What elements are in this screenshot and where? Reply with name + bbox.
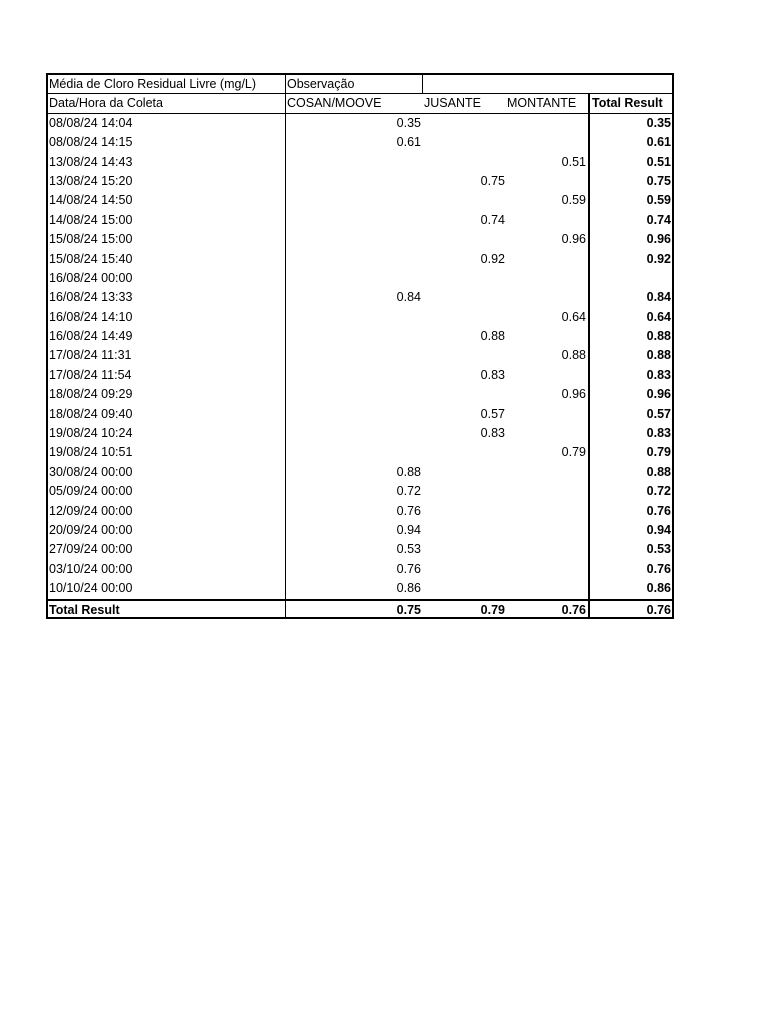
- row-date: 19/08/24 10:51: [48, 443, 286, 462]
- total-row-label: Total Result: [48, 601, 286, 617]
- row-cosan: [286, 405, 423, 424]
- row-total: 0.88: [646, 329, 671, 344]
- table-row: [48, 346, 672, 365]
- row-montante: [507, 482, 590, 501]
- table-row: [48, 443, 672, 462]
- row-montante: [507, 463, 590, 482]
- row-montante: 0.88: [507, 346, 590, 365]
- row-cosan: [286, 172, 423, 191]
- row-cosan: [286, 346, 423, 365]
- row-total: 0.64: [646, 309, 671, 324]
- table-row: [48, 579, 672, 598]
- row-montante: [507, 540, 590, 559]
- row-total: 0.74: [646, 212, 671, 227]
- row-jusante: 0.83: [480, 367, 505, 382]
- row-total: 0.83: [646, 367, 671, 382]
- row-total: 0.53: [646, 542, 671, 557]
- row-jusante: 0.88: [480, 329, 505, 344]
- row-montante: [507, 502, 590, 521]
- row-total: 0.83: [646, 426, 671, 441]
- table-row: [48, 308, 672, 327]
- row-total: 0.72: [646, 484, 671, 499]
- row-date: 13/08/24 15:20: [48, 172, 286, 191]
- row-montante: [507, 288, 590, 307]
- row-jusante: [423, 540, 507, 559]
- row-cosan: [286, 191, 423, 210]
- row-date: 16/08/24 14:49: [48, 327, 286, 346]
- empty-header-cell: [423, 75, 672, 93]
- row-cosan: [286, 211, 423, 230]
- column-header-total: Total Result: [592, 96, 663, 111]
- row-total: [590, 269, 672, 288]
- row-cosan: [286, 153, 423, 172]
- total-row: [48, 599, 672, 617]
- row-jusante: 0.57: [480, 406, 505, 421]
- row-date: 20/09/24 00:00: [48, 521, 286, 540]
- row-date: 05/09/24 00:00: [48, 482, 286, 501]
- row-cosan: 0.94: [396, 522, 421, 537]
- table-header-row-2: [48, 94, 672, 113]
- row-date: 14/08/24 15:00: [48, 211, 286, 230]
- row-montante: [507, 327, 590, 346]
- row-total: 0.59: [646, 193, 671, 208]
- row-date: 12/09/24 00:00: [48, 502, 286, 521]
- row-jusante: [423, 443, 507, 462]
- row-montante: [507, 560, 590, 579]
- row-montante: [507, 405, 590, 424]
- row-total: 0.92: [646, 251, 671, 266]
- row-date: 18/08/24 09:40: [48, 405, 286, 424]
- row-jusante: 0.74: [480, 212, 505, 227]
- row-date: 15/08/24 15:40: [48, 250, 286, 269]
- row-total: 0.88: [646, 464, 671, 479]
- row-cosan: [286, 327, 423, 346]
- table-row: [48, 211, 672, 230]
- row-montante: [507, 114, 590, 133]
- table-row: [48, 540, 672, 559]
- table-row: [48, 560, 672, 579]
- row-total: 0.96: [646, 232, 671, 247]
- row-jusante: [423, 133, 507, 152]
- row-date: 03/10/24 00:00: [48, 560, 286, 579]
- row-date: 16/08/24 13:33: [48, 288, 286, 307]
- row-jusante: [423, 191, 507, 210]
- table-header-row-1: [48, 75, 672, 94]
- row-total: 0.35: [646, 115, 671, 130]
- row-montante: [507, 579, 590, 598]
- row-date: 14/08/24 14:50: [48, 191, 286, 210]
- table-row: [48, 502, 672, 521]
- total-jusante: 0.79: [480, 602, 505, 617]
- row-jusante: [423, 269, 507, 288]
- table-row: [48, 327, 672, 346]
- row-date: 08/08/24 14:04: [48, 114, 286, 133]
- row-cosan: [286, 385, 423, 404]
- table-row: [48, 114, 672, 133]
- row-jusante: 0.92: [480, 251, 505, 266]
- row-total: 0.57: [646, 406, 671, 421]
- row-cosan: 0.88: [396, 464, 421, 479]
- row-jusante: [423, 579, 507, 598]
- row-total: 0.75: [646, 173, 671, 188]
- column-header-cosan: COSAN/MOOVE: [287, 96, 382, 111]
- row-total: 0.79: [646, 445, 671, 460]
- row-jusante: [423, 114, 507, 133]
- row-cosan: 0.72: [396, 484, 421, 499]
- table-row: [48, 288, 672, 307]
- row-cosan: 0.53: [396, 542, 421, 557]
- row-total: 0.86: [646, 581, 671, 596]
- row-montante: [507, 250, 590, 269]
- row-cosan: [286, 366, 423, 385]
- row-montante: [507, 211, 590, 230]
- row-montante: 0.59: [507, 191, 590, 210]
- table-row: [48, 269, 672, 288]
- row-cosan: [286, 250, 423, 269]
- column-header-montante: MONTANTE: [507, 94, 590, 112]
- table-row: [48, 463, 672, 482]
- row-date: 30/08/24 00:00: [48, 463, 286, 482]
- row-cosan: 0.76: [396, 503, 421, 518]
- row-jusante: [423, 560, 507, 579]
- row-jusante: [423, 463, 507, 482]
- row-cosan: [286, 269, 423, 288]
- row-montante: 0.51: [507, 153, 590, 172]
- row-montante: 0.96: [507, 385, 590, 404]
- row-date: 17/08/24 11:54: [48, 366, 286, 385]
- row-jusante: 0.83: [480, 426, 505, 441]
- row-date: 10/10/24 00:00: [48, 579, 286, 598]
- row-montante: [507, 172, 590, 191]
- observacao-header: Observação: [286, 75, 423, 93]
- row-jusante: [423, 230, 507, 249]
- row-date: 17/08/24 11:31: [48, 346, 286, 365]
- row-jusante: [423, 385, 507, 404]
- row-jusante: 0.75: [480, 173, 505, 188]
- row-cosan: 0.76: [396, 561, 421, 576]
- row-montante: [507, 133, 590, 152]
- row-date: 16/08/24 00:00: [48, 269, 286, 288]
- table-title: Média de Cloro Residual Livre (mg/L): [48, 75, 286, 93]
- row-montante: 0.96: [507, 230, 590, 249]
- table-row: [48, 230, 672, 249]
- table-row: [48, 405, 672, 424]
- row-jusante: [423, 521, 507, 540]
- row-montante: [507, 269, 590, 288]
- row-total: 0.76: [646, 561, 671, 576]
- row-total: 0.96: [646, 387, 671, 402]
- table-body: [48, 114, 672, 599]
- row-date: 19/08/24 10:24: [48, 424, 286, 443]
- row-montante: [507, 521, 590, 540]
- row-date: 13/08/24 14:43: [48, 153, 286, 172]
- row-cosan: [286, 443, 423, 462]
- row-jusante: [423, 502, 507, 521]
- row-cosan: [286, 424, 423, 443]
- row-cosan: 0.61: [396, 135, 421, 150]
- row-cosan: 0.86: [396, 581, 421, 596]
- row-montante: 0.64: [507, 308, 590, 327]
- row-total: 0.61: [646, 135, 671, 150]
- row-cosan: 0.35: [396, 115, 421, 130]
- table-row: [48, 385, 672, 404]
- table-row: [48, 133, 672, 152]
- row-date: 16/08/24 14:10: [48, 308, 286, 327]
- row-jusante: [423, 308, 507, 327]
- row-cosan: [286, 230, 423, 249]
- row-jusante: [423, 153, 507, 172]
- table-row: [48, 366, 672, 385]
- row-total: 0.84: [646, 290, 671, 305]
- date-column-header: Data/Hora da Coleta: [48, 94, 286, 112]
- row-date: 18/08/24 09:29: [48, 385, 286, 404]
- row-jusante: [423, 346, 507, 365]
- table-row: [48, 482, 672, 501]
- row-total: 0.94: [646, 522, 671, 537]
- column-header-jusante: JUSANTE: [424, 96, 481, 111]
- row-montante: 0.79: [507, 443, 590, 462]
- row-cosan: 0.84: [396, 290, 421, 305]
- row-total: 0.88: [646, 348, 671, 363]
- pivot-table: [46, 73, 674, 619]
- row-date: 08/08/24 14:15: [48, 133, 286, 152]
- row-montante: [507, 424, 590, 443]
- row-jusante: [423, 288, 507, 307]
- table-row: [48, 172, 672, 191]
- row-jusante: [423, 482, 507, 501]
- table-row: [48, 153, 672, 172]
- table-row: [48, 191, 672, 210]
- table-row: [48, 424, 672, 443]
- row-date: 15/08/24 15:00: [48, 230, 286, 249]
- total-montante: 0.76: [507, 601, 590, 617]
- row-date: 27/09/24 00:00: [48, 540, 286, 559]
- total-cosan: 0.75: [396, 602, 421, 617]
- row-montante: [507, 366, 590, 385]
- grand-total: 0.76: [646, 602, 671, 617]
- table-row: [48, 250, 672, 269]
- row-total: 0.76: [646, 503, 671, 518]
- row-total: 0.51: [646, 154, 671, 169]
- row-cosan: [286, 308, 423, 327]
- table-row: [48, 521, 672, 540]
